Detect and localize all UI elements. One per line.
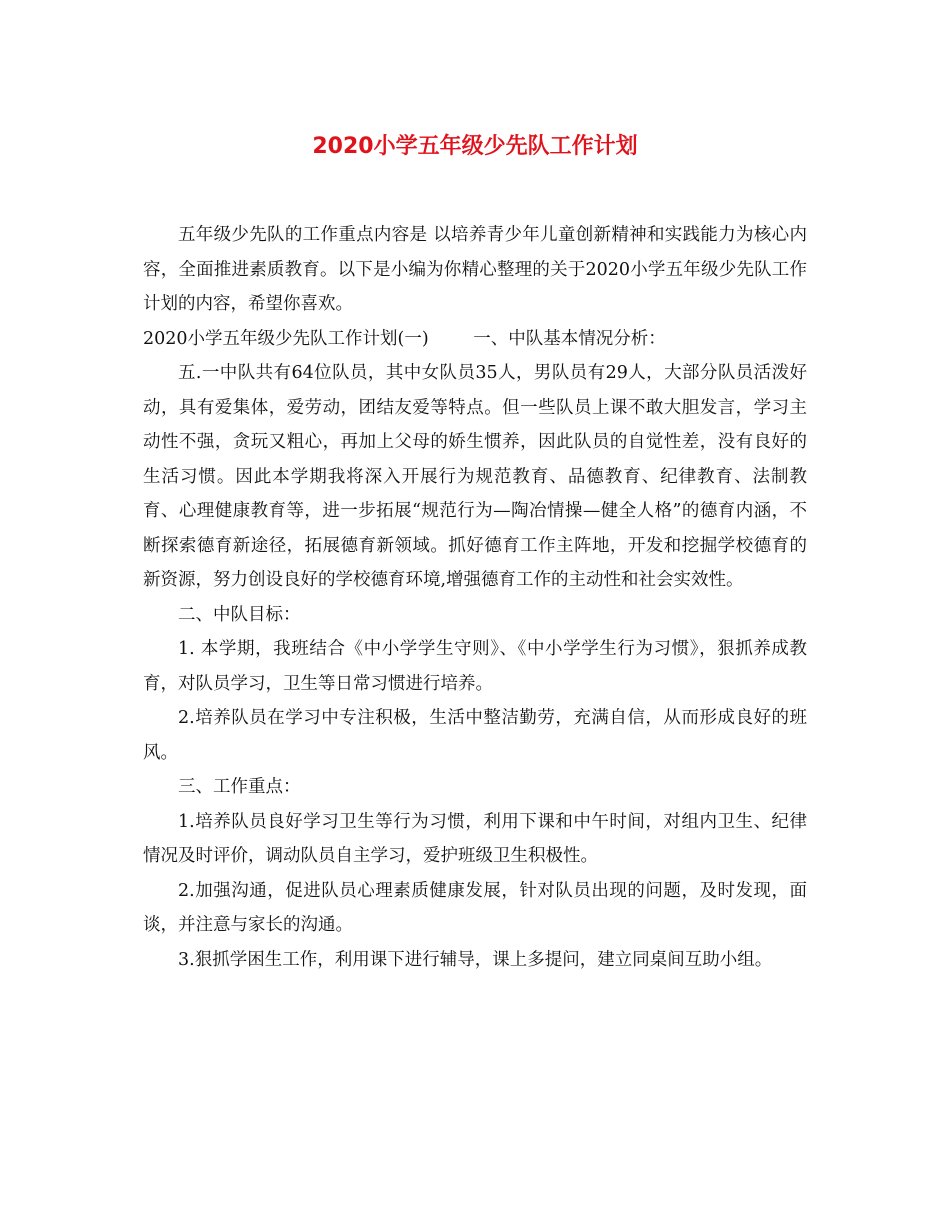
- document-body: [143, 218, 807, 977]
- focus-item-3: 3.狠抓学困生工作，利用课下进行辅导，课上多提问，建立同桌间互助小组。: [178, 949, 773, 970]
- focus-item-2: 2.加强沟通，促进队员心理素质健康发展，针对队员出现的问题，及时发现，面谈，并注意与家长的沟通。: [143, 880, 807, 935]
- goal-item-1: 1. 本学期，我班结合《中小学学生守则》、《中小学学生行为习惯》，狠抓养成教育，对队员学习，卫生等日常习惯进行培养。: [143, 639, 807, 694]
- document-title: 2020小学五年级少先队工作计划: [312, 134, 638, 159]
- section-heading-goals: 二、中队目标：: [178, 604, 301, 625]
- situation-analysis-paragraph: 五.一中队共有64位队员，其中女队员35人，男队员有29人，大部分队员活泼好动，具有爱集体，爱劳动，团结友爱等特点。但一些队员上课不敢大胆发言，学习主动性不强，贪玩又粗心，再加上父母的娇生惯养，因此队员的自觉性差，没有良好的生活习惯。因此本学期我将深入开展行为规范教育、品德教育、纪律教育、法制教育、心理健康教育等，进一步拓展“规范行为—陶冶情操—健全人格”的德育内涵，不断探索德育新途径，拓展德育新领域。抓好德育工作主阵地，开发和挖掘学校德育的新资源，努力创设良好的学校德育环境,增强德育工作的主动性和社会实效性。: [143, 363, 807, 590]
- goal-item-2: 2.培养队员在学习中专注积极，生活中整洁勤劳，充满自信，从而形成良好的班风。: [143, 708, 807, 763]
- section-heading-focus: 三、工作重点：: [178, 777, 301, 797]
- intro-paragraph: 五年级少先队的工作重点内容是 以培养青少年儿童创新精神和实践能力为核心内容，全面推进素质教育。以下是小编为你精心整理的关于2020小学五年级少先队工作计划的内容，希望你喜欢。: [143, 225, 807, 314]
- focus-item-1: 1.培养队员良好学习卫生等行为习惯，利用下课和中午时间，对组内卫生、纪律情况及时评价，调动队员自主学习，爱护班级卫生积极性。: [143, 811, 807, 866]
- plan-heading-line: 2020小学五年级少先队工作计划(一) 一、中队基本情况分析：: [143, 328, 666, 349]
